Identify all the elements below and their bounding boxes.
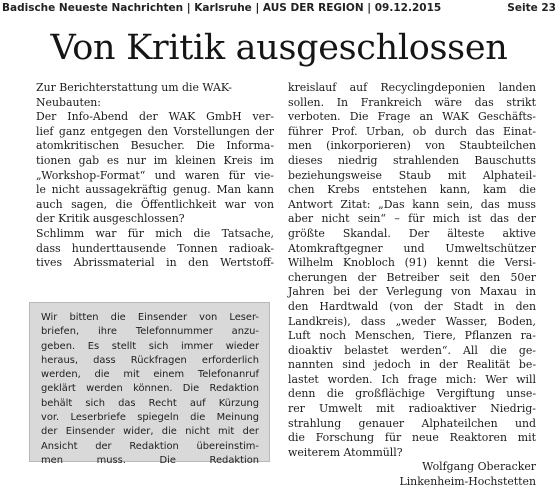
note-line: werden, die mit einem Telefonanruf [41,369,259,381]
text-line: denn die großflächige Vergiftung unse- [288,387,536,401]
text-line: Schlimm war für mich die Tatsache, [36,226,274,240]
text-line: sollen. In Frankreich wäre das strikt [288,95,536,109]
note-line: Wir bitten die Einsender von Leser- [41,312,259,323]
text-line: Wilhelm Knobloch (91) kennt die Versi- [288,256,536,270]
note-line: behält sich das Recht auf Kürzung [41,397,259,409]
text-line: rer Umwelt mit radioaktiver Niedrig- [288,402,536,416]
text-line: kreislauf auf Recyclingdeponien landen [288,81,536,94]
headline: Von Kritik ausgeschlossen [50,28,508,68]
text-line: Landkreis), dass „weder Wasser, Boden, [288,314,536,328]
text-line: nannten sind jedoch in der Realität be- [288,358,536,372]
text-line: dass hunderttausende Tonnen radioak- [36,241,274,255]
text-line: strahlung genauer Alphateilchen und [288,416,536,430]
text-line: le nicht aussagekräftig genug. Man kann [36,183,274,197]
text-line: der Kritik ausgeschlossen? [36,212,185,226]
note-line: heraus, dass Rückfragen erforderlich [41,354,259,366]
text-line: den Hardtwald (von der Stadt in den [288,299,536,313]
text-line: lastet worden. Ich frage mich: Wer will [288,372,536,386]
right-column [288,81,536,490]
note-line: Ansicht der Redaktion übereinstim- [41,440,259,452]
text-line: auch sagen, die Öffentlichkeit war von [36,197,274,211]
text-line: führer Prof. Urban, ob durch das Einat- [288,124,536,138]
note-line: men muss. Die Redaktion [41,454,259,466]
text-line: die Forschung für neue Reaktoren mit [288,431,536,445]
text-line: Atomkraftgegner und Umweltschützer [288,241,536,255]
note-line: der Einsender wider, die nicht mit der [41,426,259,438]
note-line: briefen, ihre Telefonnummer anzu- [41,326,259,338]
text-line: tives Abrissmaterial in den Wertstoff- [36,256,274,270]
text-line: men (inkorporieren) von Staubteilchen [288,139,536,153]
text-line: tionen gab es nur im kleinen Kreis im [36,153,274,167]
text-line: dioaktiv belastet werden“. All die ge- [288,343,536,357]
note-line: vor. Leserbriefe spiegeln die Meinung [41,412,259,424]
text-line: Zur Berichterstattung um die WAK- [36,81,232,94]
text-line: aber nicht sein“ – für mich ist das der [288,212,536,226]
author-name: Wolfgang Oberacker [422,460,536,474]
text-line: chen Krebs entstehen kann, kam die [288,183,536,197]
text-line: verboten. Die Frage an WAK Geschäfts- [288,110,536,124]
page-number: Seite 23 [507,2,556,14]
editorial-note-box [29,302,270,466]
source-line: Badische Neueste Nachrichten | Karlsruhe | AUS DER REGION | 09.12.2015 [2,2,442,14]
text-line: Antwort Zitat: „Das kann sein, das muss [288,197,536,211]
text-line: dieses niedrig strahlenden Bauschutts [288,153,536,167]
page-header [0,0,558,16]
text-line: cherungen der Betreiber seit den 50er [288,270,536,284]
text-line: weiterem Atommüll? [288,445,403,459]
author-place: Linkenheim-Hochstetten [399,475,536,489]
text-line: Neubauten: [36,95,101,109]
text-line: Der Info-Abend der WAK GmbH ver- [36,110,274,124]
note-line: geklärt werden können. Die Redaktion [41,383,259,395]
text-line: Jahren bei der Verlegung von Maxau in [288,285,536,299]
text-line: Luft noch Menschen, Tiere, Pflanzen ra- [288,329,536,343]
text-line: lief ganz entgegen den Vorstellungen der [36,124,274,138]
text-line: „Workshop-Format“ und waren für vie- [36,168,274,182]
text-line: beziehungsweise Staub mit Alphateil- [288,168,536,182]
note-line: geben. Es stellt sich immer wieder [41,340,259,352]
text-line: atomkritischen Besucher. Die Informa- [36,139,274,153]
left-column [36,81,274,271]
text-line: größte Skandal. Der älteste aktive [288,226,536,240]
